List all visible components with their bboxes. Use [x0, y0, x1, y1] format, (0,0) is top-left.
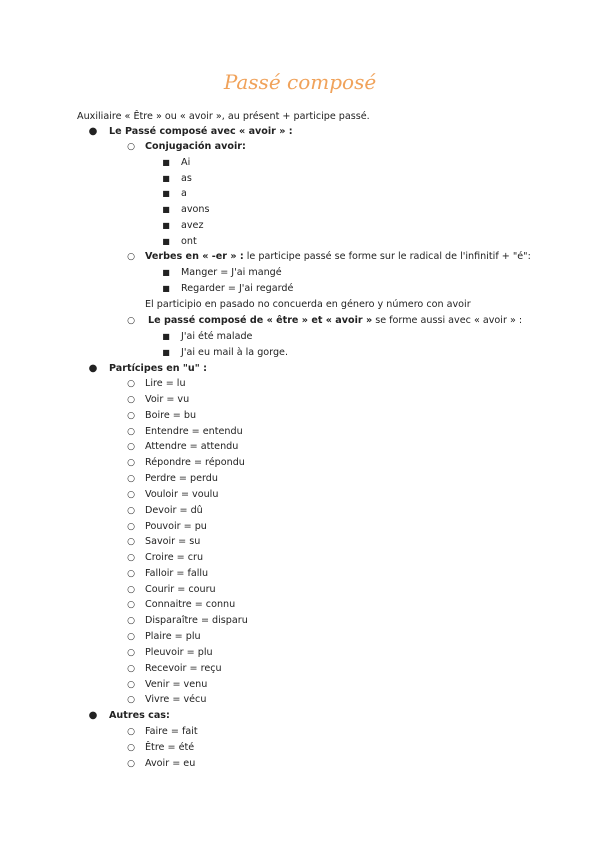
square-bullet: ■	[162, 189, 170, 198]
avoir-heading: Le Passé composé avec « avoir » :	[109, 126, 293, 137]
circle-bullet: ○	[127, 442, 135, 452]
circle-bullet: ○	[127, 427, 135, 437]
conjugaison-form: avez	[181, 220, 204, 231]
participe-item: Boire = bu	[145, 410, 197, 421]
autres-item: Être = été	[145, 742, 195, 753]
etre-avoir-example: J'ai été malade	[181, 331, 253, 342]
square-bullet: ■	[162, 174, 170, 183]
participe-item: Entendre = entendu	[145, 426, 243, 437]
verbes-er-label: Verbes en « -er » :	[145, 251, 244, 262]
participe-item: Connaitre = connu	[145, 599, 236, 610]
circle-bullet: ○	[127, 585, 135, 595]
circle-bullet: ○	[127, 569, 135, 579]
circle-bullet: ○	[127, 632, 135, 642]
conjugaison-form: a	[181, 188, 187, 199]
page-title: Passé composé	[223, 70, 377, 94]
disc-bullet: ●	[88, 126, 98, 137]
participe-item: Venir = venu	[145, 679, 208, 690]
autres-heading: Autres cas:	[109, 710, 170, 721]
conjugaison-form: avons	[181, 204, 210, 215]
square-bullet: ■	[162, 205, 170, 214]
etre-avoir-label: Le passé composé de « être » et « avoir »	[148, 315, 373, 326]
participe-item: Pleuvoir = plu	[145, 647, 213, 658]
square-bullet: ■	[162, 348, 170, 357]
verbes-er-line	[145, 250, 531, 264]
participe-item: Lire = lu	[145, 378, 186, 389]
circle-bullet: ○	[127, 506, 135, 516]
circle-bullet: ○	[127, 316, 135, 326]
verbes-er-text: le participe passé se forme sur le radical de l'infinitif + "é":	[243, 251, 531, 262]
circle-bullet: ○	[127, 616, 135, 626]
participe-item: Devoir = dû	[145, 505, 203, 516]
conjugaison-form: as	[181, 173, 192, 184]
circle-bullet: ○	[127, 411, 135, 421]
circle-bullet: ○	[127, 537, 135, 547]
circle-bullet: ○	[127, 379, 135, 389]
circle-bullet: ○	[127, 553, 135, 563]
participe-item: Courir = couru	[145, 584, 216, 595]
disc-bullet: ●	[88, 710, 98, 721]
participe-item: Plaire = plu	[145, 631, 201, 642]
circle-bullet: ○	[127, 252, 135, 262]
participes-u-heading: Partícipes en "u" :	[109, 363, 207, 374]
circle-bullet: ○	[127, 743, 135, 753]
square-bullet: ■	[162, 332, 170, 341]
circle-bullet: ○	[127, 600, 135, 610]
intro-text: Auxiliaire « Être » ou « avoir », au présent + participe passé.	[77, 111, 370, 122]
circle-bullet: ○	[127, 142, 135, 152]
participe-item: Savoir = su	[145, 536, 201, 547]
etre-avoir-text: se forme aussi avec « avoir » :	[372, 315, 523, 326]
conjugaison-form: ont	[181, 236, 197, 247]
circle-bullet: ○	[127, 648, 135, 658]
participe-item: Croire = cru	[145, 552, 204, 563]
circle-bullet: ○	[127, 664, 135, 674]
participe-item: Perdre = perdu	[145, 473, 218, 484]
participe-item: Falloir = fallu	[145, 568, 209, 579]
conjugaison-form: Ai	[181, 157, 191, 168]
circle-bullet: ○	[127, 727, 135, 737]
square-bullet: ■	[162, 284, 170, 293]
avoir-note: El participio en pasado no concuerda en género y número con avoir	[145, 299, 471, 310]
circle-bullet: ○	[127, 695, 135, 705]
verbes-er-example: Manger = J'ai mangé	[181, 267, 282, 278]
autres-item: Avoir = eu	[145, 758, 196, 769]
participe-item: Pouvoir = pu	[145, 521, 207, 532]
circle-bullet: ○	[127, 759, 135, 769]
square-bullet: ■	[162, 221, 170, 230]
disc-bullet: ●	[88, 363, 98, 374]
circle-bullet: ○	[127, 522, 135, 532]
participe-item: Vivre = vécu	[145, 694, 207, 705]
circle-bullet: ○	[127, 474, 135, 484]
etre-avoir-example: J'ai eu mail à la gorge.	[181, 347, 288, 358]
participe-item: Attendre = attendu	[145, 441, 239, 452]
square-bullet: ■	[162, 237, 170, 246]
conjugaison-label: Conjugación avoir:	[145, 141, 246, 152]
circle-bullet: ○	[127, 458, 135, 468]
verbes-er-example: Regarder = J'ai regardé	[181, 283, 294, 294]
circle-bullet: ○	[127, 490, 135, 500]
participe-item: Recevoir = reçu	[145, 663, 222, 674]
etre-avoir-line	[148, 314, 522, 328]
square-bullet: ■	[162, 158, 170, 167]
participe-item: Voir = vu	[145, 394, 190, 405]
participe-item: Disparaître = disparu	[145, 615, 248, 626]
circle-bullet: ○	[127, 395, 135, 405]
square-bullet: ■	[162, 268, 170, 277]
circle-bullet: ○	[127, 680, 135, 690]
participe-item: Vouloir = voulu	[145, 489, 219, 500]
participe-item: Répondre = répondu	[145, 457, 245, 468]
autres-item: Faire = fait	[145, 726, 198, 737]
